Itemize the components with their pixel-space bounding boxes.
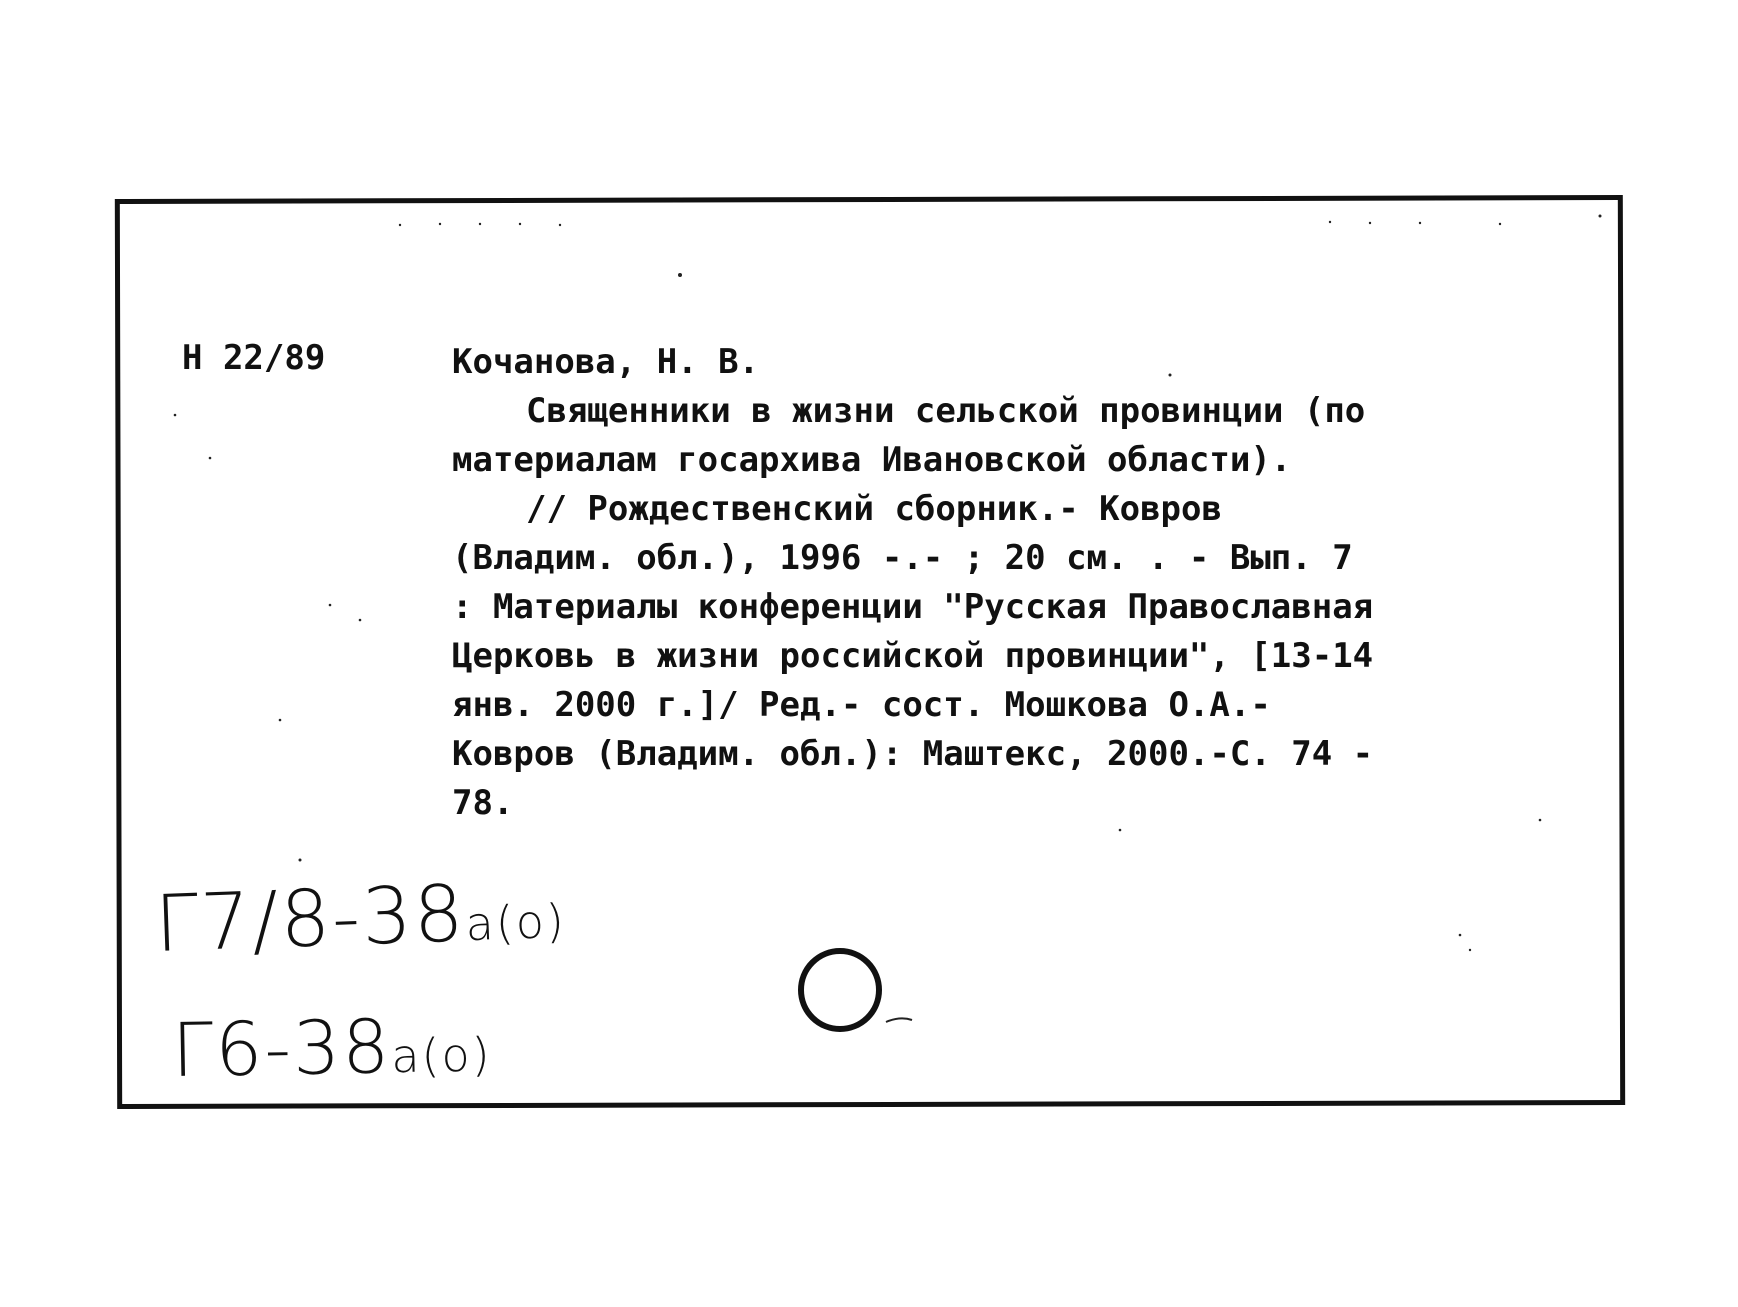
author-line: Кочанова, Н. В.: [452, 342, 760, 382]
source-line-1: // Рождественский сборник.- Ковров: [526, 489, 1222, 529]
source-line-5: янв. 2000 г.]/ Ред.- сост. Мошкова О.А.-: [452, 685, 1271, 725]
source-line-4: Церковь в жизни российской провинции", [13-14: [452, 636, 1374, 676]
handwritten-class-mark-1: [153, 866, 567, 970]
handwritten-mark-2-main: Г6-38: [171, 1004, 392, 1094]
source-line-2: (Владим. обл.), 1996 -.- ; 20 см. . - Вып. 7: [452, 538, 1353, 578]
source-line-6: Ковров (Владим. обл.): Маштекс, 2000.-С. 74 -: [452, 734, 1374, 774]
title-line-2: материалам госархива Ивановской области).: [452, 440, 1292, 480]
handwritten-mark-2-sub: а(о): [390, 1027, 493, 1084]
source-line-7: 78.: [452, 783, 514, 823]
card-punch-hole: [798, 948, 882, 1032]
handwritten-class-mark-2: [171, 1002, 492, 1094]
title-line-1: Священники в жизни сельской провинции (по: [526, 391, 1366, 431]
handwritten-mark-1-main: Г7/8-38: [153, 869, 467, 970]
shelf-mark: Н 22/89: [182, 338, 326, 378]
bibliographic-entry: [452, 338, 1570, 828]
source-line-3: : Материалы конференции "Русская Православная: [452, 587, 1374, 627]
handwritten-mark-1-sub: а(о): [464, 893, 567, 952]
